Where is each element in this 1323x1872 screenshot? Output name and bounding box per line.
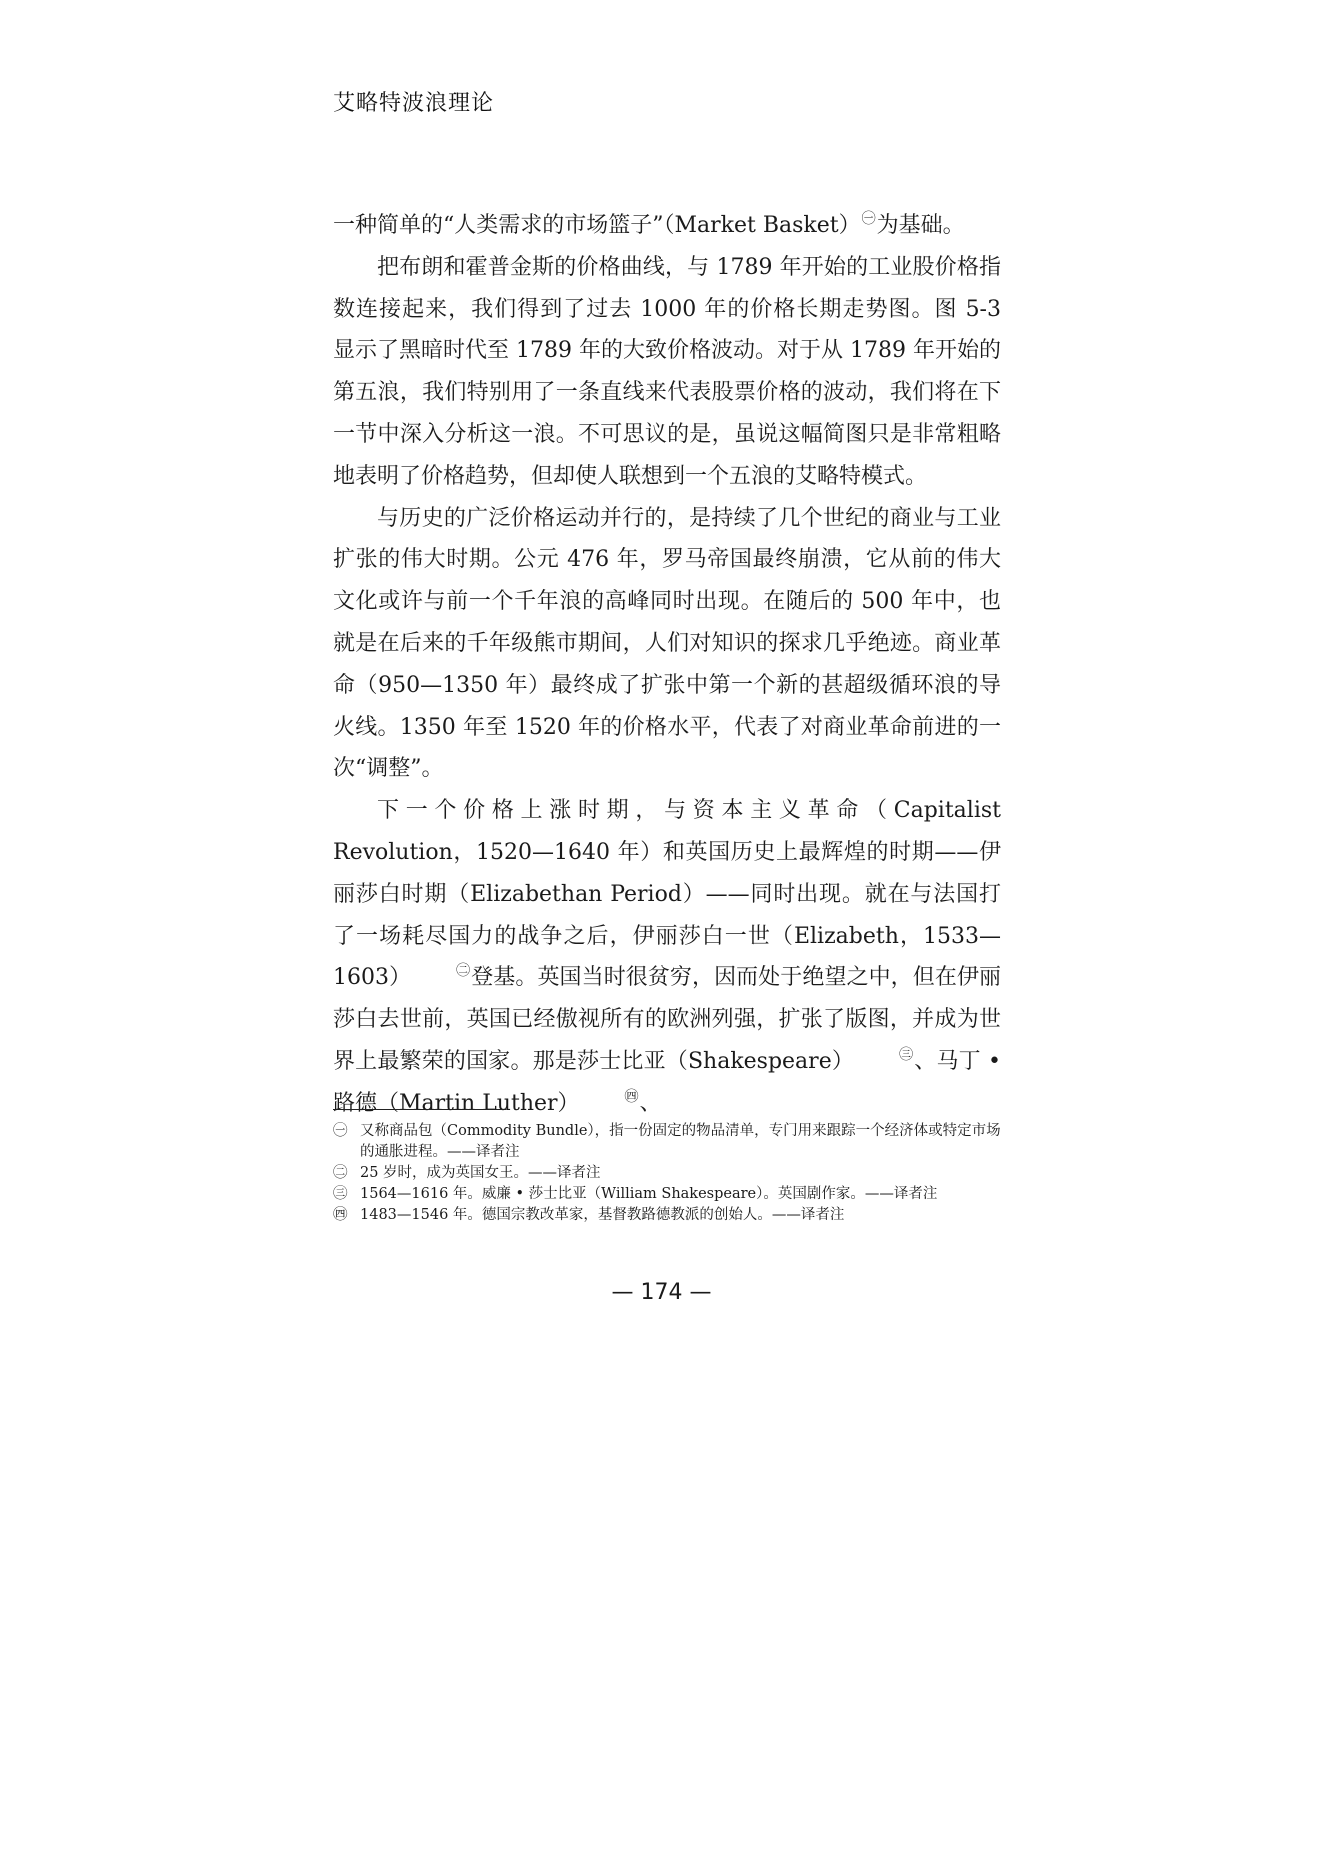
footnote-text: 1564—1616 年。威廉 • 莎士比亚（William Shakespeare）。英国剧作家。——译者注 [360,1186,938,1202]
footnote-ref-1: ㊀ [861,211,876,227]
footnote-ref-2: ㊁ [456,963,471,980]
paragraph-text: 登基。英国当时很贫穷，因而处于绝望之中，但在伊丽莎白去世前，英国已经傲视所有的欧洲列强，扩张了版图，并成为世界上最繁荣的国家。那是莎士比亚（Shakespeare） [333,965,1001,1074]
page-number: — 174 — [611,1280,712,1305]
paragraph-text: 下一个价格上涨时期，与资本主义革命（Capitalist Revolution，1520—1640 年）和英国历史上最辉煌的时期——伊丽莎白时期（Elizabethan Period）——同时出现。就在与法国打了一场耗尽国力的战争之后，伊丽莎白一世（Elizabeth，1533—1603） [333,798,1001,991]
paragraph [333,790,1001,1124]
paragraph-text: 为基础。 [876,213,965,238]
footnote-item [333,1121,1001,1163]
footnote-number: ㊃ [333,1207,348,1223]
footnotes [333,1121,1001,1226]
footnote-item [333,1163,1001,1184]
running-header-title: 艾略特波浪理论 [333,91,495,116]
footnote-text: 1483—1546 年。德国宗教改革家，基督教路德教派的创始人。——译者注 [360,1207,845,1223]
paragraph-continued [333,205,1001,247]
paragraph: 与历史的广泛价格运动并行的，是持续了几个世纪的商业与工业扩张的伟大时期。公元 476 年，罗马帝国最终崩溃，它从前的伟大文化或许与前一个千年浪的高峰同时出现。在随后的 500 年中，也就是在后来的千年级熊市期间，人们对知识的探求几乎绝迹。商业革命（950—1350 年）最终成了扩张中第一个新的甚超级循环浪的导火线。1350 年至 1520 年的价格水平，代表了对商业革命前进的一次“调整”。 [333,505,1001,782]
footnote-item [333,1184,1001,1205]
paragraph-text: 、 [639,1090,662,1116]
footnote-divider [333,1109,506,1110]
paragraph: 把布朗和霍普金斯的价格曲线，与 1789 年开始的工业股价格指数连接起来，我们得到了过去 1000 年的价格长期走势图。图 5-3 显示了黑暗时代至 1789 年的大致价格波动。对于从 1789 年开始的第五浪，我们特别用了一条直线来代表股票价格的波动，我们将在下一节中深入分析这一浪。不可思议的是，虽说这幅简图只是非常粗略地表明了价格趋势，但却使人联想到一个五浪的艾略特模式。 [333,254,1001,489]
footnote-number: ㊂ [333,1186,348,1202]
footnote-number: ㊀ [333,1123,348,1139]
footnote-number: ㊁ [333,1165,348,1181]
footnote-text: 25 岁时，成为英国女王。——译者注 [360,1165,601,1181]
body-text [333,205,1001,1125]
footnote-ref-3: ㊂ [899,1046,914,1063]
footnote-ref-4: ㊃ [624,1088,639,1105]
footnote-item [333,1205,1001,1226]
footnote-text: 又称商品包（Commodity Bundle），指一份固定的物品清单，专门用来跟踪一个经济体或特定市场的通胀进程。——译者注 [360,1123,1001,1160]
paragraph-text: 、马丁 • 路德（Martin Luther） [333,1048,1001,1116]
paragraph-text: 一种简单的“人类需求的市场篮子”（Market Basket） [333,213,861,238]
